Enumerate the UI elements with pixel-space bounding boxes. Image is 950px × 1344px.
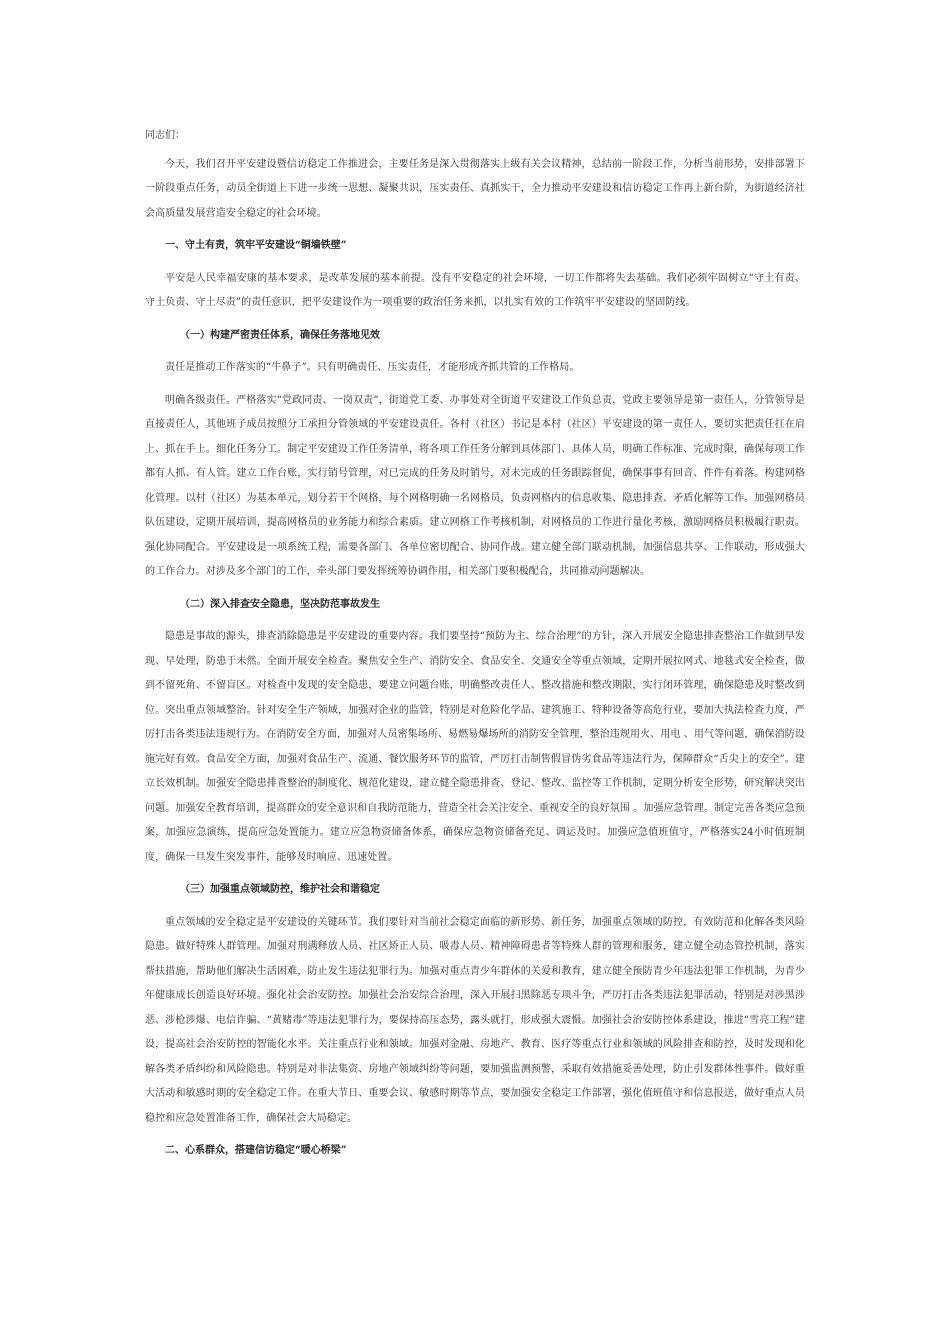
intro-paragraph: 今天，我们召开平安建设暨信访稳定工作推进会，主要任务是深入贯彻落实上级有关会议精神，总结前一阶段工作，分析当前形势，安排部署下一阶段重点任务，动员全街道上下进一步统一思想、凝聚共识，压实责任、真抓实干，全力推动平安建设和信访稳定工作再上新台阶，为街道经济社会高质量发展营造安全稳定的社会环境。: [145, 158, 805, 219]
subsection-1-paragraph-1: 责任是推动工作落实的“牛鼻子”。只有明确责任、压实责任，才能形成齐抓共管的工作格局。: [165, 362, 580, 373]
section-1-intro: 平安是人民幸福安康的基本要求，是改革发展的基本前提。没有平安稳定的社会环境，一切工作都将失去基础。我们必须牢固树立“守土有责、守土负责、守土尽责”的责任意识，把平安建设作为一项重要的政治任务来抓，以扎实有效的工作筑牢平安建设的坚固防线。: [145, 272, 805, 308]
subsection-2-heading: （二）深入排查安全隐患，坚决防范事故发生: [180, 598, 380, 610]
subsection-3-heading: （三）加强重点领域防控，维护社会和谐稳定: [180, 884, 380, 895]
subsection-3-paragraph-1: 重点领域的安全稳定是平安建设的关键环节。我们要针对当前社会稳定面临的新形势、新任务，加强重点领域的防控，有效防范和化解各类风险隐患。做好特殊人群管理。加强对刑满释放人员、社区矫正人员、吸毒人员、精神障碍患者等特殊人群的管理和服务，建立健全动态管控机制，落实帮扶措施，帮助他们解决生活困难，防止发生违法犯罪行为。加强对重点青少年群体的关爱和教育，建立健全预防青少年违法犯罪工作机制，为青少年健康成长创造良好环境。强化社会治安防控。加强社会治安综合治理，深入开展扫黑除恶专项斗争，严厉打击各类违法犯罪活动，特别是对涉黑涉恶、涉枪涉爆、电信诈骗、“黄赌毒”等违法犯罪行为，要保持高压态势，露头就打，形成强大震慑。加强社会治安防控体系建设，推进“雪亮工程”建设，提高社会治安防控的智能化水平。关注重点行业和领域。加强对金融、房地产、教育、医疗等重点行业和领域的风险排查和防控，及时发现和化解各类矛盾纠纷和风险隐患。特别是对非法集资、房地产领域纠纷等问题，要加强监测预警，采取有效措施妥善处理，防止引发群体性事件。做好重大活动和敏感时期的安全稳定工作。在重大节日、重要会议、敏感时期等节点，要加强安全稳定工作部署，强化值班值守和信息报送，做好重点人员稳控和应急处置准备工作，确保社会大局稳定。: [145, 916, 805, 1124]
section-1-heading: 一、守土有责，筑牢平安建设“铜墙铁壁”: [165, 240, 347, 251]
document-page: [145, 124, 805, 1164]
salutation: 同志们：: [145, 130, 185, 141]
subsection-1-paragraph-2: 明确各级责任。严格落实“党政同责、一岗双责”，街道党工委、办事处对全街道平安建设工作负总责，党政主要领导是第一责任人，分管领导是直接责任人，其他班子成员按照分工承担分管领域的平安建设责任。各村（社区）书记是本村（社区）平安建设的第一责任人，要切实把责任扛在肩上、抓在手上。细化任务分工。制定平安建设工作任务清单，将各项工作任务分解到具体部门、具体人员，明确工作标准、完成时限，确保每项工作都有人抓、有人管。建立工作台账，实行销号管理，对已完成的任务及时销号，对未完成的任务跟踪督促，确保事事有回音、件件有着落。构建网格化管理。以村（社区）为基本单元，划分若干个网格，每个网格明确一名网格员，负责网格内的信息收集、隐患排查、矛盾化解等工作。加强网格员队伍建设，定期开展培训，提高网格员的业务能力和综合素质。建立网格工作考核机制，对网格员的工作进行量化考核，激励网格员积极履行职责。强化协同配合。平安建设是一项系统工程，需要各部门、各单位密切配合、协同作战。建立健全部门联动机制，加强信息共享、工作联动，形成强大的工作合力。对涉及多个部门的工作，牵头部门要发挥统筹协调作用，相关部门要积极配合，共同推动问题解决。: [145, 394, 805, 577]
section-2-heading: 二、心系群众，搭建信访稳定“暖心桥梁”: [165, 1145, 347, 1156]
subsection-2-paragraph-1: 隐患是事故的源头，排查消除隐患是平安建设的重要内容。我们要坚持“预防为主、综合治理”的方针，深入开展安全隐患排查整治工作做到早发现、早处理，防患于未然。全面开展安全检查。聚焦安全生产、消防安全、食品安全、交通安全等重点领域，定期开展拉网式、地毯式安全检查，做到不留死角、不留盲区。对检查中发现的安全隐患，要建立问题台账，明确整改责任人、整改措施和整改期限，实行闭环管理，确保隐患及时整改到位。突出重点领域整治。针对安全生产领域，加强对企业的监管，特别是对危险化学品、建筑施工、特种设备等高危行业，要加大执法检查力度，严厉打击各类违法违规行为。在消防安全方面，加强对人员密集场所、易燃易爆场所的消防安全管理，整治违规用火、用电 、用气等问题，确保消防设施完好有效。食品安全方面，加强对食品生产、流通、餐饮服务环节的监管，严厉打击制售假冒伪劣食品等违法行为，保障群众“舌尖上的安全”。建立长效机制。加强安全隐患排查整治的制度化、规范化建设，建立健全隐患排查、登记、整改、监控等工作机制，定期分析安全形势，研究解决突出问题。加强安全教育培训，提高群众的安全意识和自我防范能力，营造全社会关注安全、重视安全的良好氛围 。加强应急管理。制定完善各类应急预案，加强应急演练，提高应急处置能力。建立应急物资储备体系，确保应急物资储备充足、调运及时。加强应急值班值守，严格落实24小时值班制度，确保一旦发生突发事件，能够及时响应、迅速处置。: [145, 631, 805, 863]
subsection-1-heading: （一）构建严密责任体系，确保任务落地见效: [180, 329, 380, 341]
